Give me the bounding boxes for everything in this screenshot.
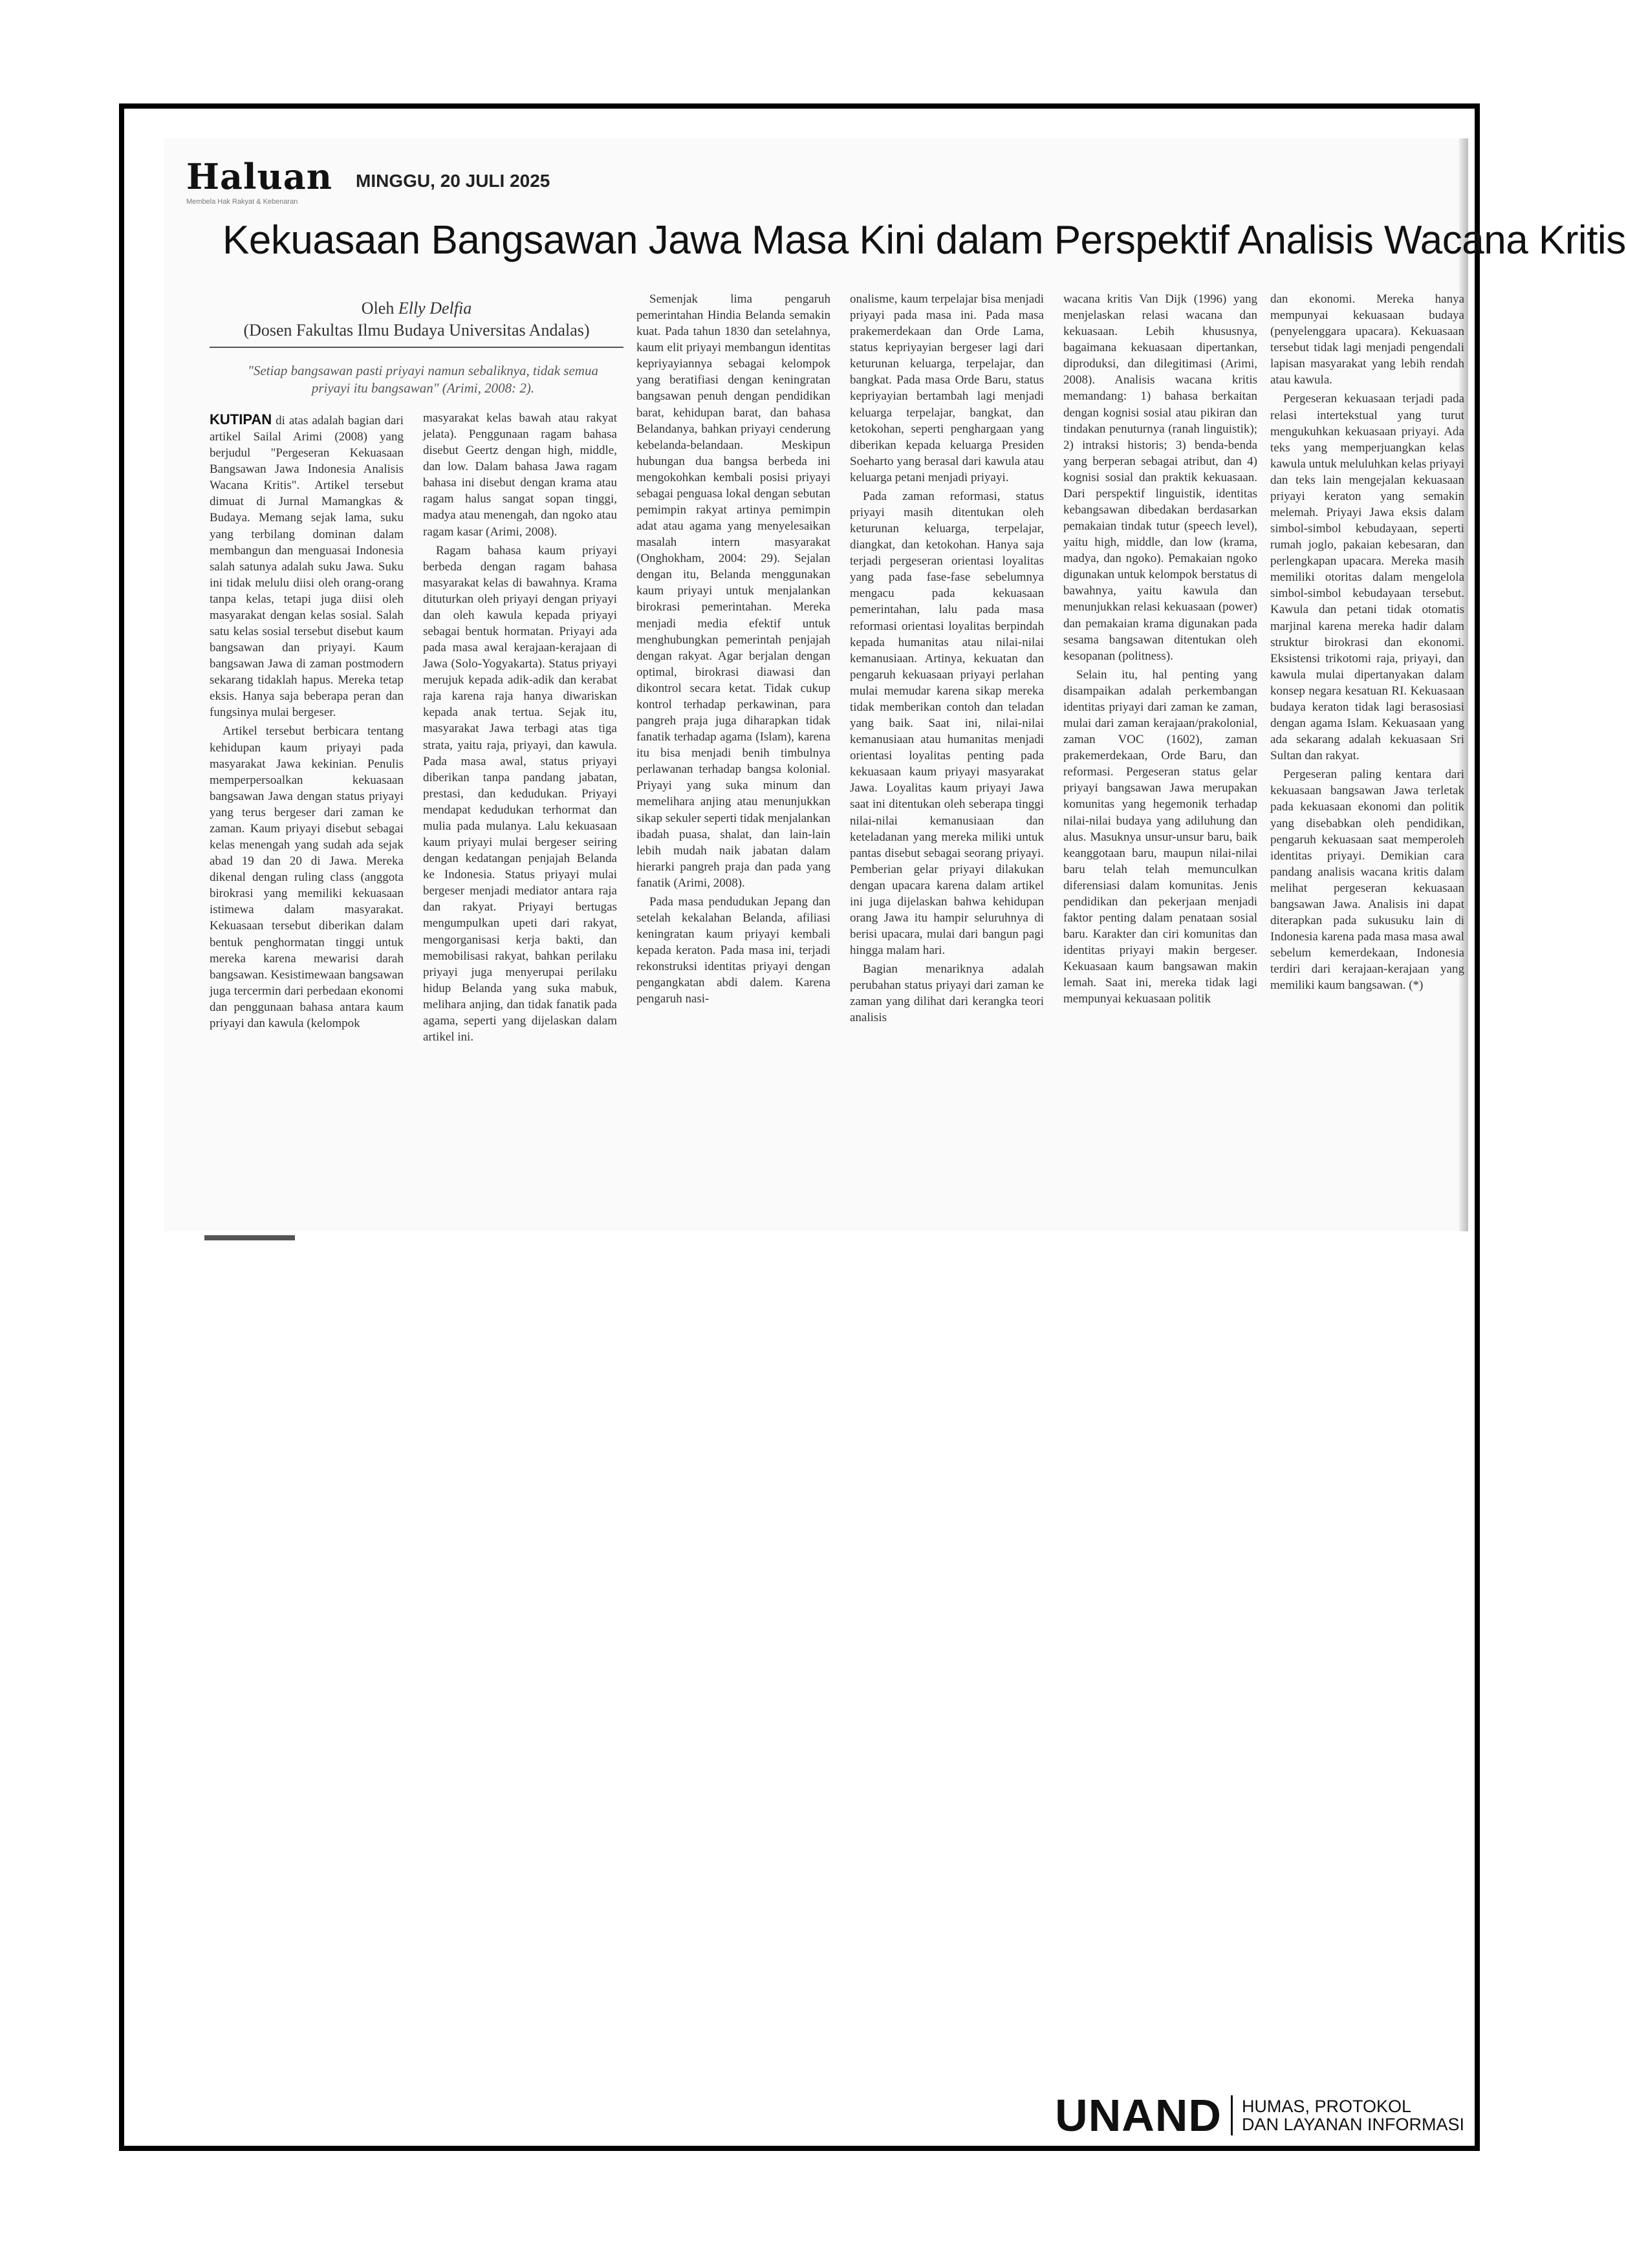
article-column-1 [210,410,404,1034]
paragraph: Artikel tersebut berbicara tentang kehidupan kaum priyayi pada masyarakat Jawa kekinian. Penulis memperpersoalkan kekuasaan bangsawan Jawa dengan status priyayi yang terus bergeser dari zaman ke zaman. Kaum priyayi disebut sebagai kelas menengah yang sudah ada sejak abad 19 dan 20 di Jawa. Mereka dikenal dengan ruling class (anggota birokrasi yang memiliki kekuasaan istimewa dalam masyarakat. Kekuasaan tersebut diberikan dalam bentuk penghormatan tinggi untuk mereka karena mewarisi darah bangsawan. Kesistimewaan bangsawan juga tercermin dari perbedaan ekonomi dan penggunaan bahasa antara kaum priyayi dan kawula (kelompok [210,724,404,1030]
unit-line-1: HUMAS, PROTOKOL [1241,2096,1411,2116]
column-end-bar [204,1235,295,1240]
paragraph: masyarakat kelas bawah atau rakyat jelata). Penggunaan ragam bahasa disebut Geertz dengan high, middle, dan low. Dalam bahasa Jawa ragam bahasa ini disebut dengan krama atau ragam halus sangat sopan tinggi, madya atau menengah, dan ngoko atau ragam kasar (Arimi, 2008). [423,411,617,539]
paragraph: wacana kritis Van Dijk (1996) yang menjelaskan relasi wacana dan kekuasaan. Lebih khususnya, bagaimana kekuasaan dipertankan, diproduksi, dan dilegitimasi (Arimi, 2008). Analisis wacana kritis memandang: 1) bahasa berkaitan dengan kognisi sosial atau pikiran dan tindakan penuturnya (ranah linguistik); 2) intraksi historis; 3) benda-benda yang berperan sebagai atribut, dan 4) kognisi sosial dan praktik kekuasaan. Dari perspektif linguistik, identitas kebangsawan dibedakan berdasarkan pemakaian tindak tutur (speech level), yaitu high, middle, dan low (krama, madya, dan ngoko). Pemakaian ngoko digunakan untuk kelompok berstatus di bawahnya, yaitu kawula dan menunjukkan relasi kekuasaan (power) dan pemakaian krama digunakan pada sesama bangsawan ditentukan oleh kesopanan (politness). [1063,292,1257,663]
newspaper-logo-block [186,156,333,206]
masthead [186,156,550,206]
unit-line-2: DAN LAYANAN INFORMASI [1241,2115,1464,2134]
article-headline: Kekuasaan Bangsawan Jawa Masa Kini dalam Perspektif Analisis Wacana Kritis [222,218,1626,263]
article-column-4 [850,291,1044,1029]
paragraph: dan ekonomi. Mereka hanya mempunyai kekuasaan budaya (penyelenggara upacara). Kekuasaan tersebut tidak lagi menjadi pengendali lapisan masyarakat yang lebih rendah atau kawula. [1270,292,1464,387]
newspaper-logo: Haluan [186,156,333,197]
paragraph: Pergeseran kekuasaan terjadi pada relasi intertekstual yang turut mengukuhkan kekuasaan priyayi. Ada teks yang memperjuangkan kelas kawula untuk meluluhkan kelas priyayi dan teks lain mengejalan kekuasaan priyayi keraton yang semakin melemah. Priyayi Jawa eksis dalam simbol-simbol kebudayaan, seperti rumah joglo, pakaian kebesaran, dan perlengkapan upacara. Mereka masih memiliki otoritas dalam mengelola simbol-simbol kebudayaan tersebut. Kawula dan petani tidak otomatis marjinal karena mereka hadir dalam struktur birokrasi dan ekonomi. Eksistensi trikotomi raja, priyayi, dan kawula mulai dipertanyakan dalam konsep negara kesatuan RI. Kekuasaan budaya keraton tidak lagi berasosiasi dengan agama Islam. Kekuasaan yang ada sekarang adalah kekuasaan Sri Sultan dan rakyat. [1270,392,1464,763]
pull-quote: "Setiap bangsawan pasti priyayi namun sebaliknya, tidak semua priyayi itu bangsawan" (Arimi, 2008: 2). [248,363,598,396]
paragraph: Selain itu, hal penting yang disampaikan adalah perkembangan identitas priyayi dari zaman ke zaman, mulai dari zaman kerajaan/prakolonial, zaman VOC (1602), zaman prakemerdekaan, Orde Baru, dan reformasi. Pergeseran status gelar priyayi bangsawan Jawa merupakan komunitas yang hegemonik terhadap nilai-nilai budaya yang adiluhung dan alus. Masuknya unsur-unsur baru, baik keanggotaan baru, maupun nilai-nilai baru telah telah memunculkan diferensiasi dalam komunitas. Jenis pendidikan dan pekerjaan menjadi faktor penting dalam penataan sosial baru. Karakter dan ciri komunitas dan identitas priyayi makin bergeser. Kekuasaan kaum bangsawan makin lemah. Saat ini, mereka tidak lagi mempunyai kekuasaan politik [1063,667,1257,1006]
unand-logo: UNAND [1055,2090,1222,2141]
paragraph: Pada masa pendudukan Jepang dan setelah kekalahan Belanda, afiliasi keningratan kaum priyayi kembali kepada keraton. Pada masa ini, terjadi rekonstruksi identitas priyayi dengan pengangkatan abdi dalem. Karena pengaruh nasi- [636,894,830,1006]
paragraph: Ragam bahasa kaum priyayi berbeda dengan ragam bahasa masyarakat kelas di bawahnya. Krama dituturkan oleh priyayi dengan priyayi dan oleh kawula kepada priyayi sebagai bentuk hormatan. Priyayi ada pada masa awal kerajaan-kerajaan di Jawa (Solo-Yogyakarta). Status priyayi merujuk kepada adik-adik dan kerabat raja karena raja hanya diwariskan kepada anak tertua. Sejak itu, masyarakat Jawa terbagi atas tiga strata, yaitu raja, priyayi, dan kawula. Pada masa awal, status priyayi diberikan tanpa pandang jabatan, prestasi, dan kedudukan. Priyayi mendapat kedudukan terhormat dan mulia pada mulanya. Lalu kekuasaan kaum priyayi mulai bergeser seiring dengan kedatangan penjajah Belanda ke Indonesia. Status priyayi mulai bergeser menjadi mediator antara raja dan rakyat. Priyayi bertugas mengumpulkan upeti dari rakyat, mengorganisasi kerja bakti, dan memobilisasi rakyat, bahkan perilaku priyayi juga menyerupai perilaku hidup Belanda yang suka mabuk, melihara anjing, dan tidak fanatik pada agama, seperti yang dijelaskan dalam artikel ini. [423,543,617,1044]
article-column-2 [423,410,617,1048]
unand-footer [1055,2090,1464,2141]
byline [210,297,623,341]
byline-prefix: Oleh [361,299,395,318]
paragraph: onalisme, kaum terpelajar bisa menjadi priyayi pada masa ini. Pada masa prakemerdekaan dan Orde Lama, status kepriyayian bergeser lagi dari keturunan keluarga, terpelajar, dan bangkat. Pada masa Orde Baru, status kepriyayian bertambah lagi menjadi keluarga terpelajar, bangkat, dan ketokohan, seperti penghargaan yang diberikan kepada keluarga Presiden Soeharto yang berasal dari kawula atau keluarga petani menjadi priyayi. [850,292,1044,484]
unand-unit-name [1242,2097,1464,2134]
article-column-5 [1063,291,1257,1010]
paragraph: Bagian menariknya adalah perubahan status priyayi dari zaman ke zaman yang dilihat dari kerangka teori analisis [850,962,1044,1025]
paragraph: Pada zaman reformasi, status priyayi masih ditentukan oleh keturunan keluarga, terpelajar, diangkat, dan ketokohan. Hanya saja terjadi pergeseran orientasi loyalitas yang pada fase-fase sebelumnya mengacu pada kekuasaan pemerintahan, lalu pada masa reformasi orientasi loyalitas berpindah kepada humanitas atau nilai-nilai kemanusiaan. Artinya, kekuatan dan pengaruh kekuasaan priyayi perlahan mulai memudar karena sikap mereka tidak memberikan contoh dan teladan yang baik. Saat ini, nilai-nilai kemanusiaan atau humanitas menjadi orientasi loyalitas penting pada kekuasaan kaum priyayi masyarakat Jawa. Loyalitas kaum priyayi Jawa saat ini ditentukan oleh seberapa tinggi nilai-nilai kemanusiaan dan keteladanan yang mereka miliki untuk pantas disebut sebagai seorang priyayi. Pemberian gelar priyayi dilakukan dengan upacara karena dalam artikel ini juga dijelaskan bahwa kehidupan orang Jawa itu hampir seluruhnya di berisi upacara, mulai dari bangun pagi hingga malam hari. [850,489,1044,958]
article-column-6 [1270,291,1464,996]
newspaper-clipping [164,138,1626,1231]
article-column-3 [636,291,830,1010]
paragraph: Semenjak lima pengaruh pemerintahan Hindia Belanda semakin kuat. Pada tahun 1830 dan setelahnya, kaum elit priyayi membangun identitas kepriyayiannya sebagai kelompok yang beratifiasi dengan keningratan bangsawan penuh dengan pendidikan barat, kehidupan barat, dan bahasa Belandanya, bahkan priyayi cenderung kebelanda-belandaan. Meskipun hubungan dua bangsa berbeda ini mengokohkan kembali posisi priyayi sebagai penguasa lokal dengan sebutan pemimpin rakyat artinya pemimpin adat atau agama yang menyelesaikan masalah intern masyarakat (Onghokham, 2004: 29). Sejalan dengan itu, Belanda menggunakan kaum priyayi untuk menjalankan birokrasi pemerintahan. Mereka menjadi media efektif untuk menghubungkan pemerintah penjajah dengan rakyat. Agar berjalan dengan optimal, birokrasi diawasi dan dikontrol secara ketat. Tidak cukup kontrol terhadap perkawinan, para pangreh praja juga diharapkan tidak fanatik terhadap agama (Islam), karena itu bisa menjadi benih timbulnya perlawanan terhadap bangsa kolonial. Priyayi yang suka minum dan memelihara anjing atau menunjukkan sikap sekuler seperti tidak menjalankan ibadah puasa, shalat, dan lain-lain lebih mudah naik jabatan dalam hierarki pangreh praja dan pada yang fanatik (Arimi, 2008). [636,292,830,890]
paragraph: Pergeseran paling kentara dari kekuasaan bangsawan Jawa terletak pada kekuasaan ekonomi dan politik yang disebabkan oleh pendidikan, pengaruh kekuasaan saat memperoleh identitas priyayi. Demikian cara pandang analisis wacana kritis dalam melihat pergeseran kekuasaan bangsawan Jawa. Analisis ini dapat diterapkan pada sukusuku lain di Indonesia karena pada masa masa awal sebelum kemerdekaan, Indonesia terdiri dari kerajaan-kerajaan yang memiliki kaum bangsawan. (*) [1270,768,1464,993]
paragraph [210,410,404,720]
paragraph-text: di atas adalah bagian dari artikel Sailal Arimi (2008) yang berjudul "Pergeseran Kekuasaan Bangsawan Jawa Indonesia Analisis Wacana Kritis". Artikel tersebut dimuat di Jurnal Mamangkas & Budaya. Memang sejak lama, suku yang terbilang dominan dalam membangun dan menguasai Indonesia salah satunya adalah suku Jawa. Suku ini tidak melulu diisi oleh orang-orang tanpa kelas, tetapi juga diisi oleh masyarakat dengan kelas sosial. Salah satu kelas sosial tersebut disebut kaum bangsawan dan priyayi. Kaum bangsawan Jawa di zaman postmodern sekarang tidaklah hapus. Mereka tetap eksis. Hanya saja beberapa peran dan fungsinya mulai bergeser. [210,414,404,720]
footer-divider [1231,2095,1233,2135]
newspaper-tagline: Membela Hak Rakyat & Kebenaran [186,198,298,206]
page-frame [119,103,1626,2151]
issue-date: MINGGU, 20 JULI 2025 [356,171,550,191]
author-affiliation: (Dosen Fakultas Ilmu Budaya Universitas Andalas) [243,320,590,340]
lead-word: KUTIPAN [210,411,272,427]
author-name: Elly Delfia [398,299,472,318]
byline-divider [210,347,623,348]
